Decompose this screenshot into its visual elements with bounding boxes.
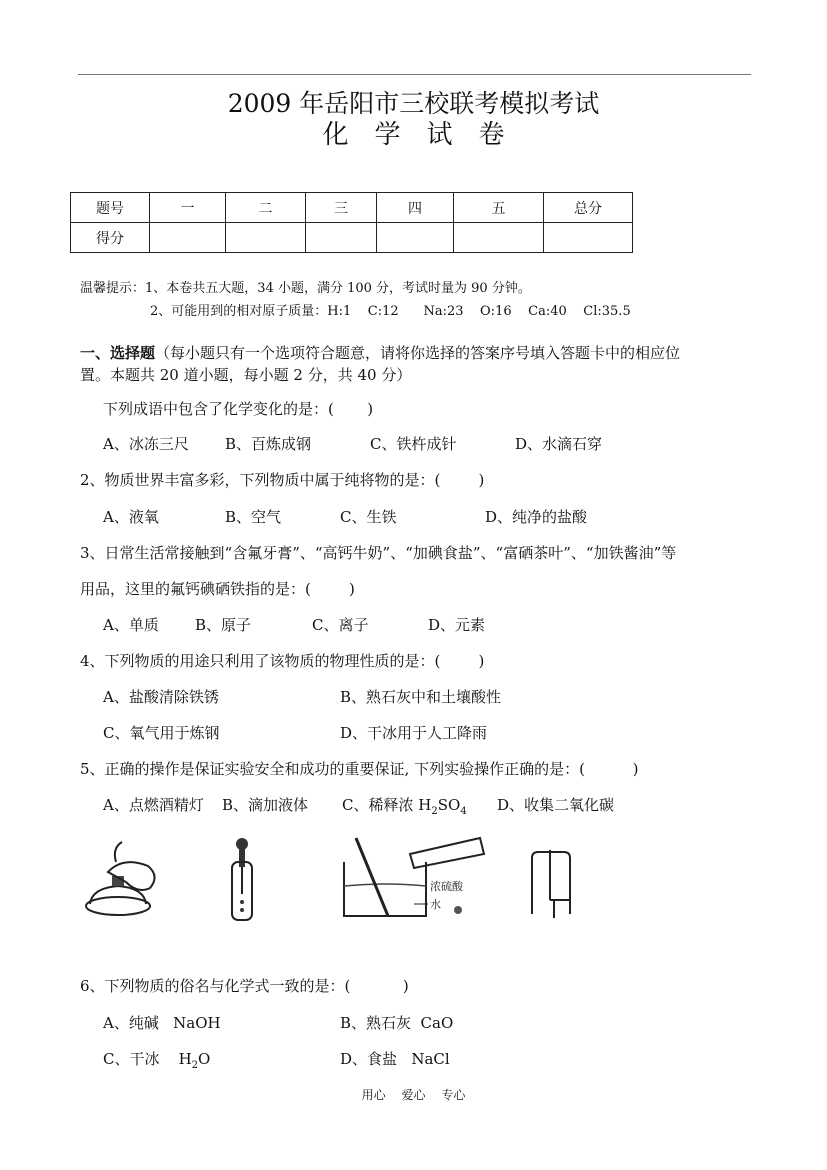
section-1-intro-text: （每小题只有一个选项符合题意，请将你选择的答案序号填入答题卡中的相应位 xyxy=(155,344,681,362)
score-row-label: 得分 xyxy=(71,223,150,253)
q3-option-b: B、原子 xyxy=(195,616,252,634)
page-footer xyxy=(0,1086,827,1103)
label-acid: 浓硫酸 xyxy=(430,880,463,893)
score-table-header-row xyxy=(71,193,633,223)
dropper-neck xyxy=(239,849,245,867)
q1-option-a: A、冰冻三尺 xyxy=(103,435,189,453)
q3-option-c: C、离子 xyxy=(312,616,369,634)
score-cell: 一 xyxy=(150,193,226,223)
q2-option-c: C、生铁 xyxy=(340,508,397,526)
dropper-bulb xyxy=(236,838,248,850)
question-6: 6、下列物质的俗名与化学式一致的是：( ) xyxy=(80,977,409,995)
q3-option-d: D、元素 xyxy=(428,616,486,634)
footer-word: 爱心 xyxy=(401,1088,426,1102)
score-blank[interactable] xyxy=(150,223,226,253)
q2-option-a: A、液氧 xyxy=(103,508,159,526)
section-1-heading: 一、选择题 xyxy=(80,344,156,362)
q6-option-b: B、熟石灰 CaO xyxy=(340,1014,454,1032)
q1-option-d: D、水滴石穿 xyxy=(515,435,603,453)
question-5: 5、正确的操作是保证实验安全和成功的重要保证, 下列实验操作正确的是：( ) xyxy=(80,760,639,778)
q6-option-c-label: C、干冰 xyxy=(103,1050,179,1068)
q5-option-d: D、收集二氧化碳 xyxy=(497,796,615,814)
acid-bottle xyxy=(410,838,484,868)
score-table xyxy=(70,192,633,253)
score-cell: 四 xyxy=(377,193,454,223)
label-water: 水 xyxy=(430,898,441,911)
q2-option-d: D、纯净的盐酸 xyxy=(485,508,588,526)
water-surface xyxy=(344,884,426,886)
exam-title: 2009 年岳阳市三校联考模拟考试 xyxy=(227,89,600,118)
score-cell: 题号 xyxy=(71,193,150,223)
tip-line-1: 温馨提示：1、本卷共五大题，34 小题，满分 100 分，考试时量为 90 分钟。 xyxy=(80,281,531,296)
q4-option-a: A、盐酸清除铁锈 xyxy=(103,688,219,706)
q6-option-a: A、纯碱 NaOH xyxy=(103,1014,221,1032)
dilution-figure xyxy=(330,832,490,922)
q1-option-b: B、百炼成钢 xyxy=(225,435,312,453)
q6-option-d: D、食盐 NaCl xyxy=(340,1050,450,1068)
score-blank[interactable] xyxy=(544,223,633,253)
dropper-figure xyxy=(226,834,260,924)
question-3-line-a: 3、日常生活常接触到“含氟牙膏”、“高钙牛奶”、“加碘食盐”、“富硒茶叶”、“加铁酱油”等 xyxy=(80,544,677,562)
header-rule xyxy=(78,74,751,75)
score-cell: 总分 xyxy=(544,193,633,223)
q4-option-b: B、熟石灰中和土壤酸性 xyxy=(340,688,502,706)
score-cell: 五 xyxy=(454,193,544,223)
score-cell: 三 xyxy=(306,193,377,223)
q3-option-a: A、单质 xyxy=(103,616,159,634)
question-3-line-b: 用品，这里的氟钙碘硒铁指的是：( ) xyxy=(80,580,355,598)
score-blank[interactable] xyxy=(226,223,306,253)
score-blank[interactable] xyxy=(377,223,454,253)
exam-subtitle: 化学试卷 xyxy=(322,120,531,150)
section-1-intro-a xyxy=(80,342,680,363)
q1-option-c: C、铁杵成针 xyxy=(370,435,457,453)
score-blank[interactable] xyxy=(306,223,377,253)
q5-option-b: B、滴加液体 xyxy=(222,796,309,814)
footer-word: 用心 xyxy=(361,1088,386,1102)
score-blank[interactable] xyxy=(454,223,544,253)
question-4: 4、下列物质的用途只利用了该物质的物理性质的是：( ) xyxy=(80,652,485,670)
footer-word: 专心 xyxy=(441,1088,466,1102)
q2-option-b: B、空气 xyxy=(225,508,282,526)
glass-rod xyxy=(356,838,388,916)
question-2: 2、物质世界丰富多彩，下列物质中属于纯将物的是：( ) xyxy=(80,471,485,489)
lamp-base xyxy=(86,897,150,915)
score-table-score-row xyxy=(71,223,633,253)
section-1-intro-b: 置。本题共 20 道小题，每小题 2 分，共 40 分） xyxy=(80,366,412,384)
score-cell: 二 xyxy=(226,193,306,223)
q5-option-c-label: C、稀释浓 xyxy=(342,796,414,814)
flame xyxy=(115,842,122,862)
h2so4-formula: $H_2SO_4$ xyxy=(418,796,467,817)
q4-option-d: D、干冰用于人工降雨 xyxy=(340,724,488,742)
q5-option-a: A、点燃酒精灯 xyxy=(103,796,204,814)
tip-line-2: 2、可能用到的相对原子质量：H:1 C:12 Na:23 O:16 Ca:40 Cl:35.5 xyxy=(150,304,631,319)
gas-collection-figure xyxy=(526,848,576,922)
q4-option-c: C、氧气用于炼钢 xyxy=(103,724,220,742)
h2o-formula: $H_2O$ xyxy=(178,1050,211,1071)
q5-option-c xyxy=(342,794,467,817)
q6-option-c xyxy=(103,1048,210,1071)
alcohol-lamp-figure xyxy=(78,836,168,924)
question-1: 下列成语中包含了化学变化的是：( ) xyxy=(103,400,374,418)
